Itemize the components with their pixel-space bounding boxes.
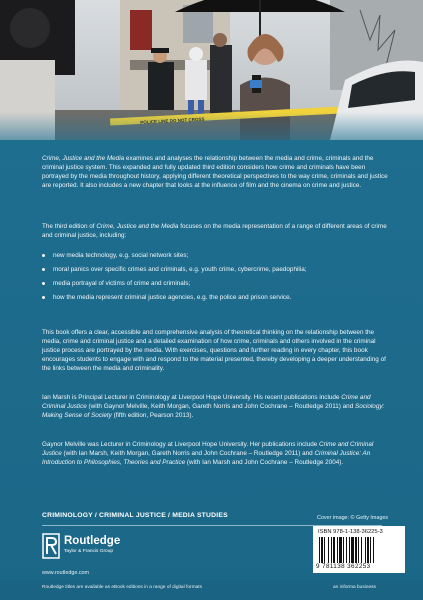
- description-paragraph-3: [42, 328, 388, 373]
- bio-text: (with Ian Marsh and John Cochrane – Routledge 2004).: [185, 459, 344, 467]
- book-title: Crime, Justice and the Media: [96, 223, 179, 230]
- author-bio-1: [42, 393, 388, 420]
- description-paragraph-2: [42, 222, 388, 240]
- list-item: [42, 265, 388, 274]
- bio-text: (with Gaynor Melville, Keith Morgan, Gareth Norris and John Cochrane – Routledge 2011) and: [86, 403, 356, 411]
- bio-text: Gaynor Melville was Lecturer in Criminology at Liverpool Hope University. Her publications include: [42, 441, 320, 448]
- news-scene-photo: [0, 0, 423, 140]
- book-title: Criminal Justice: An Introduction to Philosophies, Theories and Practice: [42, 450, 371, 467]
- barcode-digits: 9 781138 362253: [316, 563, 371, 570]
- bullet-icon: [42, 296, 45, 299]
- description-text: focuses on the media representation of a range of different areas of crime and criminal justice, including:: [42, 223, 387, 240]
- bullet-icon: [42, 254, 45, 257]
- list-item: [42, 251, 388, 260]
- routledge-logo: [42, 533, 142, 567]
- footer-band: [0, 580, 423, 600]
- description-text: This book offers a clear, accessible and comprehensive analysis of theoretical thinking on the relationship between the media, crime and criminal justice and a detailed examination of how crime, criminals and others involved in the criminal justice process are portrayed by the media. With exercises, questions and further reading in every chapter, this book encourages students to engage with and respond to the material presented, thereby developing a deeper understanding of the links between the media and criminality.: [42, 329, 386, 373]
- list-item-text: media portrayal of victims of crime and criminals;: [53, 280, 191, 288]
- routledge-mark-icon: [42, 533, 60, 559]
- barcode-icon: [318, 537, 400, 563]
- bio-text: (fifth edition, Pearson 2013).: [111, 412, 194, 420]
- author-bio-2: [42, 440, 388, 467]
- topic-list: [42, 251, 388, 307]
- cover-image-credit: Cover image: © Getty Images: [317, 515, 389, 521]
- list-item-text: how the media represent criminal justice agencies, e.g. the police and prison service.: [53, 294, 292, 302]
- list-item-text: new media technology, e.g. social network sites;: [53, 252, 189, 259]
- informa-brand: an informa business: [333, 585, 376, 590]
- bullet-icon: [42, 282, 45, 285]
- bio-text: Ian Marsh is Principal Lecturer in Criminology at Liverpool Hope University. His recent publications include: [42, 394, 342, 401]
- description-text: The third edition of: [42, 223, 97, 230]
- book-title: Crime, Justice and the Media: [42, 155, 125, 162]
- publisher-website[interactable]: www.routledge.com: [42, 570, 90, 576]
- list-item: [42, 293, 388, 302]
- book-title: Crime and Criminal Justice: [42, 394, 371, 411]
- bio-text: (with Ian Marsh, Keith Morgan, Gareth Norris and John Cochrane – Routledge 2011) and: [61, 450, 315, 458]
- barcode-block: [313, 526, 405, 573]
- list-item-text: moral panics over specific crimes and criminals, e.g. youth crime, cybercrime, paedophilia;: [53, 266, 307, 274]
- publisher-name: Routledge: [64, 535, 121, 547]
- book-title: Sociology: Making Sense of Society: [42, 403, 385, 420]
- description-paragraph-1: [42, 154, 388, 190]
- publisher-group: Taylor & Francis Group: [64, 549, 114, 554]
- description-text: examines and analyses the relationship between the media and crime, criminals and the criminal justice system. This expanded and fully updated third edition considers how crime and criminals have been portrayed by the media throughout history, applying different theoretical perspectives to the way crime, criminals and justice are reported. It also includes a new chapter that looks at the influence of film and the cinema on crime and justice.: [42, 155, 388, 190]
- subject-categories: CRIMINOLOGY / CRIMINAL JUSTICE / MEDIA STUDIES: [42, 512, 228, 519]
- bullet-icon: [42, 268, 45, 271]
- ebook-note: Routledge titles are available as eBook editions in a range of digital formats: [42, 585, 202, 590]
- list-item: [42, 279, 388, 288]
- cover-photo: [0, 0, 423, 140]
- isbn: ISBN 978-1-138-36225-3: [318, 529, 383, 535]
- book-title: Crime and Criminal Justice: [42, 441, 374, 458]
